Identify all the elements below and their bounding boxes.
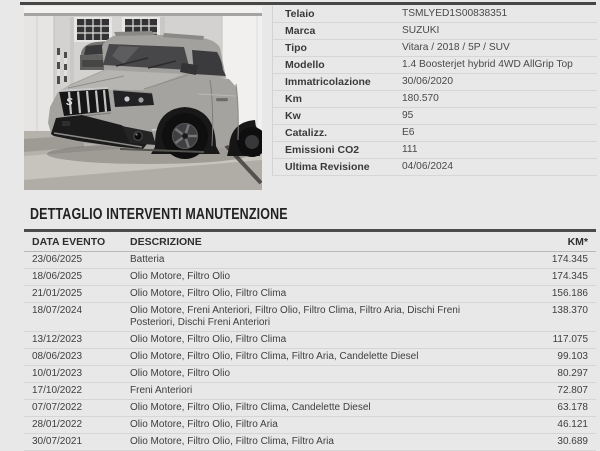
event-km: 30.689 <box>557 435 588 447</box>
detail-value: Vitara / 2018 / 5P / SUV <box>402 42 510 53</box>
event-date: 07/07/2022 <box>32 401 83 413</box>
vehicle-detail-row <box>273 74 597 91</box>
event-date: 17/10/2022 <box>32 384 83 396</box>
maintenance-title: DETTAGLIO INTERVENTI MANUTENZIONE <box>30 206 288 223</box>
detail-value: 111 <box>402 144 418 155</box>
maintenance-row <box>24 332 596 349</box>
event-date: 21/01/2025 <box>32 287 83 299</box>
vehicle-photo <box>24 6 262 190</box>
detail-value: E6 <box>402 127 415 138</box>
event-km: 174.345 <box>551 270 588 282</box>
event-km: 117.075 <box>552 333 588 345</box>
event-km: 72.807 <box>557 384 588 396</box>
detail-value: SUZUKI <box>402 25 440 36</box>
event-km: 80.297 <box>557 367 588 379</box>
vehicle-detail-row <box>273 91 597 108</box>
detail-value: 1.4 Boosterjet hybrid 4WD AllGrip Top <box>402 59 573 70</box>
detail-label: Kw <box>285 110 301 122</box>
maintenance-row <box>24 349 596 366</box>
maintenance-table-body <box>24 252 596 451</box>
detail-label: Telaio <box>285 8 315 20</box>
detail-label: Immatricolazione <box>285 76 371 88</box>
vehicle-detail-row <box>273 6 597 23</box>
maintenance-row <box>24 252 596 269</box>
event-km: 63.178 <box>557 401 588 413</box>
event-date: 18/06/2025 <box>32 270 83 282</box>
maintenance-row <box>24 400 596 417</box>
detail-label: Tipo <box>285 42 307 54</box>
suzuki-logo: S <box>66 97 73 108</box>
event-description: Olio Motore, Filtro Olio, Filtro Clima <box>130 287 287 299</box>
detail-label: Catalizz. <box>285 127 328 139</box>
event-description: Olio Motore, Filtro Olio, Filtro Clima, Candelette Diesel <box>130 401 371 413</box>
maintenance-row <box>24 286 596 303</box>
detail-value: 95 <box>402 110 414 121</box>
maintenance-row <box>24 303 596 332</box>
detail-value: TSMLYED1S00838351 <box>402 8 508 19</box>
detail-value: 30/06/2020 <box>402 76 453 87</box>
maintenance-row <box>24 434 596 451</box>
vehicle-detail-row <box>273 142 597 159</box>
detail-label: Modello <box>285 59 325 71</box>
event-description: Freni Anteriori <box>130 384 193 396</box>
detail-value: 180.570 <box>402 93 439 104</box>
maintenance-row <box>24 366 596 383</box>
event-km: 174.345 <box>551 253 588 265</box>
event-description: Batteria <box>130 253 165 265</box>
vehicle-detail-row <box>273 57 597 74</box>
maintenance-table-header <box>24 232 596 252</box>
event-km: 99.103 <box>557 350 588 362</box>
event-description: Olio Motore, Filtro Olio, Filtro Clima <box>130 333 287 345</box>
event-date: 30/07/2021 <box>32 435 83 447</box>
vehicle-detail-row <box>273 108 597 125</box>
detail-label: Emissioni CO2 <box>285 144 360 156</box>
event-date: 10/01/2023 <box>32 367 83 379</box>
column-header-km: KM* <box>567 235 588 248</box>
event-date: 13/12/2023 <box>32 333 83 345</box>
vehicle-details-table <box>272 6 597 176</box>
event-date: 28/01/2022 <box>32 418 83 430</box>
event-description: Olio Motore, Filtro Olio <box>130 270 231 282</box>
event-description: Olio Motore, Filtro Olio, Filtro Aria <box>130 418 278 430</box>
event-km: 138.370 <box>551 304 588 316</box>
event-description: Olio Motore, Filtro Olio <box>130 367 231 379</box>
maintenance-row <box>24 417 596 434</box>
vehicle-detail-row <box>273 40 597 57</box>
maintenance-row <box>24 269 596 286</box>
detail-label: Marca <box>285 25 316 37</box>
vehicle-detail-row <box>273 125 597 142</box>
vehicle-photo-graphic <box>24 6 262 190</box>
detail-label: Km <box>285 93 302 105</box>
vehicle-detail-row <box>273 159 597 176</box>
event-date: 23/06/2025 <box>32 253 83 265</box>
garage-window-left <box>74 17 112 42</box>
column-header-description: DESCRIZIONE <box>130 235 202 248</box>
event-description: Olio Motore, Freni Anteriori, Filtro Olio, Filtro Clima, Filtro Aria, Dischi Freni Posteriori, Dischi Freni Anteriori <box>130 304 461 328</box>
column-header-date: DATA EVENTO <box>32 235 106 248</box>
top-divider <box>20 2 596 5</box>
event-date: 18/07/2024 <box>32 304 83 316</box>
detail-label: Ultima Revisione <box>285 161 370 173</box>
maintenance-section <box>24 203 596 451</box>
event-description: Olio Motore, Filtro Olio, Filtro Clima, Filtro Aria, Candelette Diesel <box>130 350 419 362</box>
event-km: 156.186 <box>551 287 588 299</box>
maintenance-row <box>24 383 596 400</box>
vehicle-detail-row <box>273 23 597 40</box>
event-description: Olio Motore, Filtro Olio, Filtro Clima, Filtro Aria <box>130 435 334 447</box>
event-km: 46.121 <box>557 418 588 430</box>
event-date: 08/06/2023 <box>32 350 83 362</box>
detail-value: 04/06/2024 <box>402 161 453 172</box>
